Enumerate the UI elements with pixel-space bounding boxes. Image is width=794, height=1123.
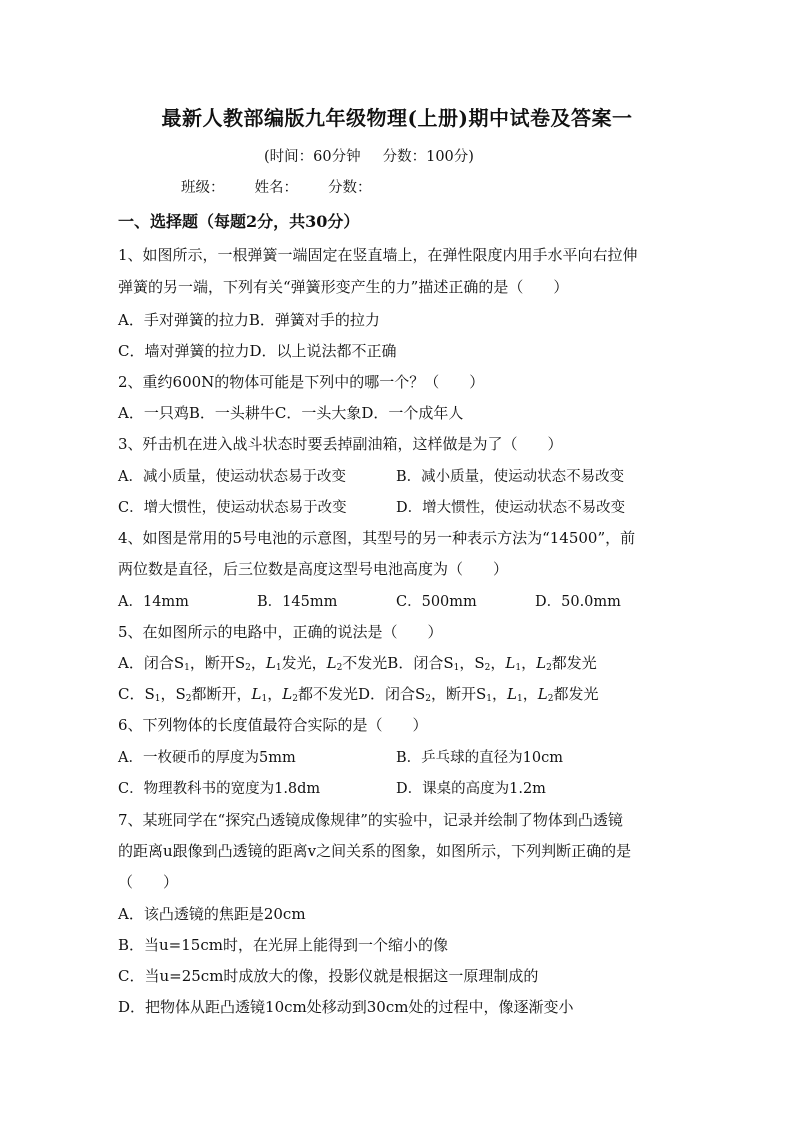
q3-option-c: C．增大惯性，使运动状态易于改变 [118,500,347,516]
q4-option-c: C．500mm [396,594,477,610]
q3-option-d: D．增大惯性，使运动状态不易改变 [396,500,626,516]
q6-option-a: A．一枚硬币的厚度为5mm [118,750,296,766]
q5-options-ab: A．闭合$S_1$，断开$S_2$，$L_1$发光，$L_2$不发光B．闭合$S_1$，$S_2$，$L_1$，$L_2$都发光 [118,654,597,673]
q6-option-c: C．物理教科书的宽度为1.8dm [118,781,321,797]
q4-stem-line1: 4、如图是常用的5号电池的示意图，其型号的另一种表示方法为“14500”，前 [118,529,636,547]
time-info: (时间：60分钟 [264,149,361,165]
exam-info [264,145,496,166]
q7-option-b: B．当u=15cm时，在光屏上能得到一个缩小的像 [118,936,448,954]
q7-option-a: A．该凸透镜的焦距是20cm [118,905,306,923]
q7-option-d: D．把物体从距凸透镜10cm处移动到30cm处的过程中，像逐渐变小 [118,998,574,1016]
q7-stem-line1: 7、某班同学在“探究凸透镜成像规律”的实验中，记录并绘制了物体到凸透镜 [118,811,623,829]
page-title: 最新人教部编版九年级物理(上册)期中试卷及答案一 [161,106,633,130]
q5-options-cd: C．$S_1$，$S_2$都断开，$L_1$，$L_2$都不发光D．闭合$S_2$，断开$S_1$，$L_1$，$L_2$都发光 [118,685,599,704]
q4-option-a: A．14mm [118,594,189,610]
name-label: 姓名： [254,180,298,196]
q3-stem: 3、歼击机在进入战斗状态时要丢掉副油箱，这样做是为了（ ） [118,435,563,453]
q4-stem-line2: 两位数是直径，后三位数是高度这型号电池高度为（ ） [118,560,509,578]
q2-options: A．一只鸡B．一头耕牛C．一头大象D．一个成年人 [118,404,464,422]
q7-stem-line2: 的距离u跟像到凸透镜的距离v之间关系的图象，如图所示，下列判断正确的是 [118,842,632,860]
score-label: 分数： [328,180,372,196]
section-heading: 一、选择题（每题2分，共30分） [118,212,360,231]
q6-option-b: B．乒乓球的直径为10cm [396,750,563,766]
q3-option-a: A．减小质量，使运动状态易于改变 [118,469,346,485]
q1-stem-line2: 弹簧的另一端，下列有关“弹簧形变产生的力”描述正确的是（ ） [118,278,569,296]
q7-stem-line3: （ ） [118,873,179,891]
score-info: 分数：100分) [382,149,474,165]
q1-stem-line1: 1、如图所示，一根弹簧一端固定在竖直墙上，在弹性限度内用手水平向右拉伸 [118,246,638,264]
student-info [181,176,402,197]
q1-options-ab: A．手对弹簧的拉力B．弹簧对手的拉力 [118,311,380,329]
q6-option-d: D．课桌的高度为1.2m [396,781,546,797]
q3-option-b: B．减小质量，使运动状态不易改变 [396,469,625,485]
class-label: 班级： [181,180,225,196]
q1-options-cd: C．墙对弹簧的拉力D．以上说法都不正确 [118,342,397,360]
q7-option-c: C．当u=25cm时成放大的像，投影仪就是根据这一原理制成的 [118,967,539,985]
q6-stem: 6、下列物体的长度值最符合实际的是（ ） [118,716,428,734]
q4-option-d: D．50.0mm [535,594,621,610]
q4-option-b: B．145mm [257,594,338,610]
q5-stem: 5、在如图所示的电路中，正确的说法是（ ） [118,623,443,641]
q2-stem: 2、重约600N的物体可能是下列中的哪一个？（ ） [118,373,485,391]
